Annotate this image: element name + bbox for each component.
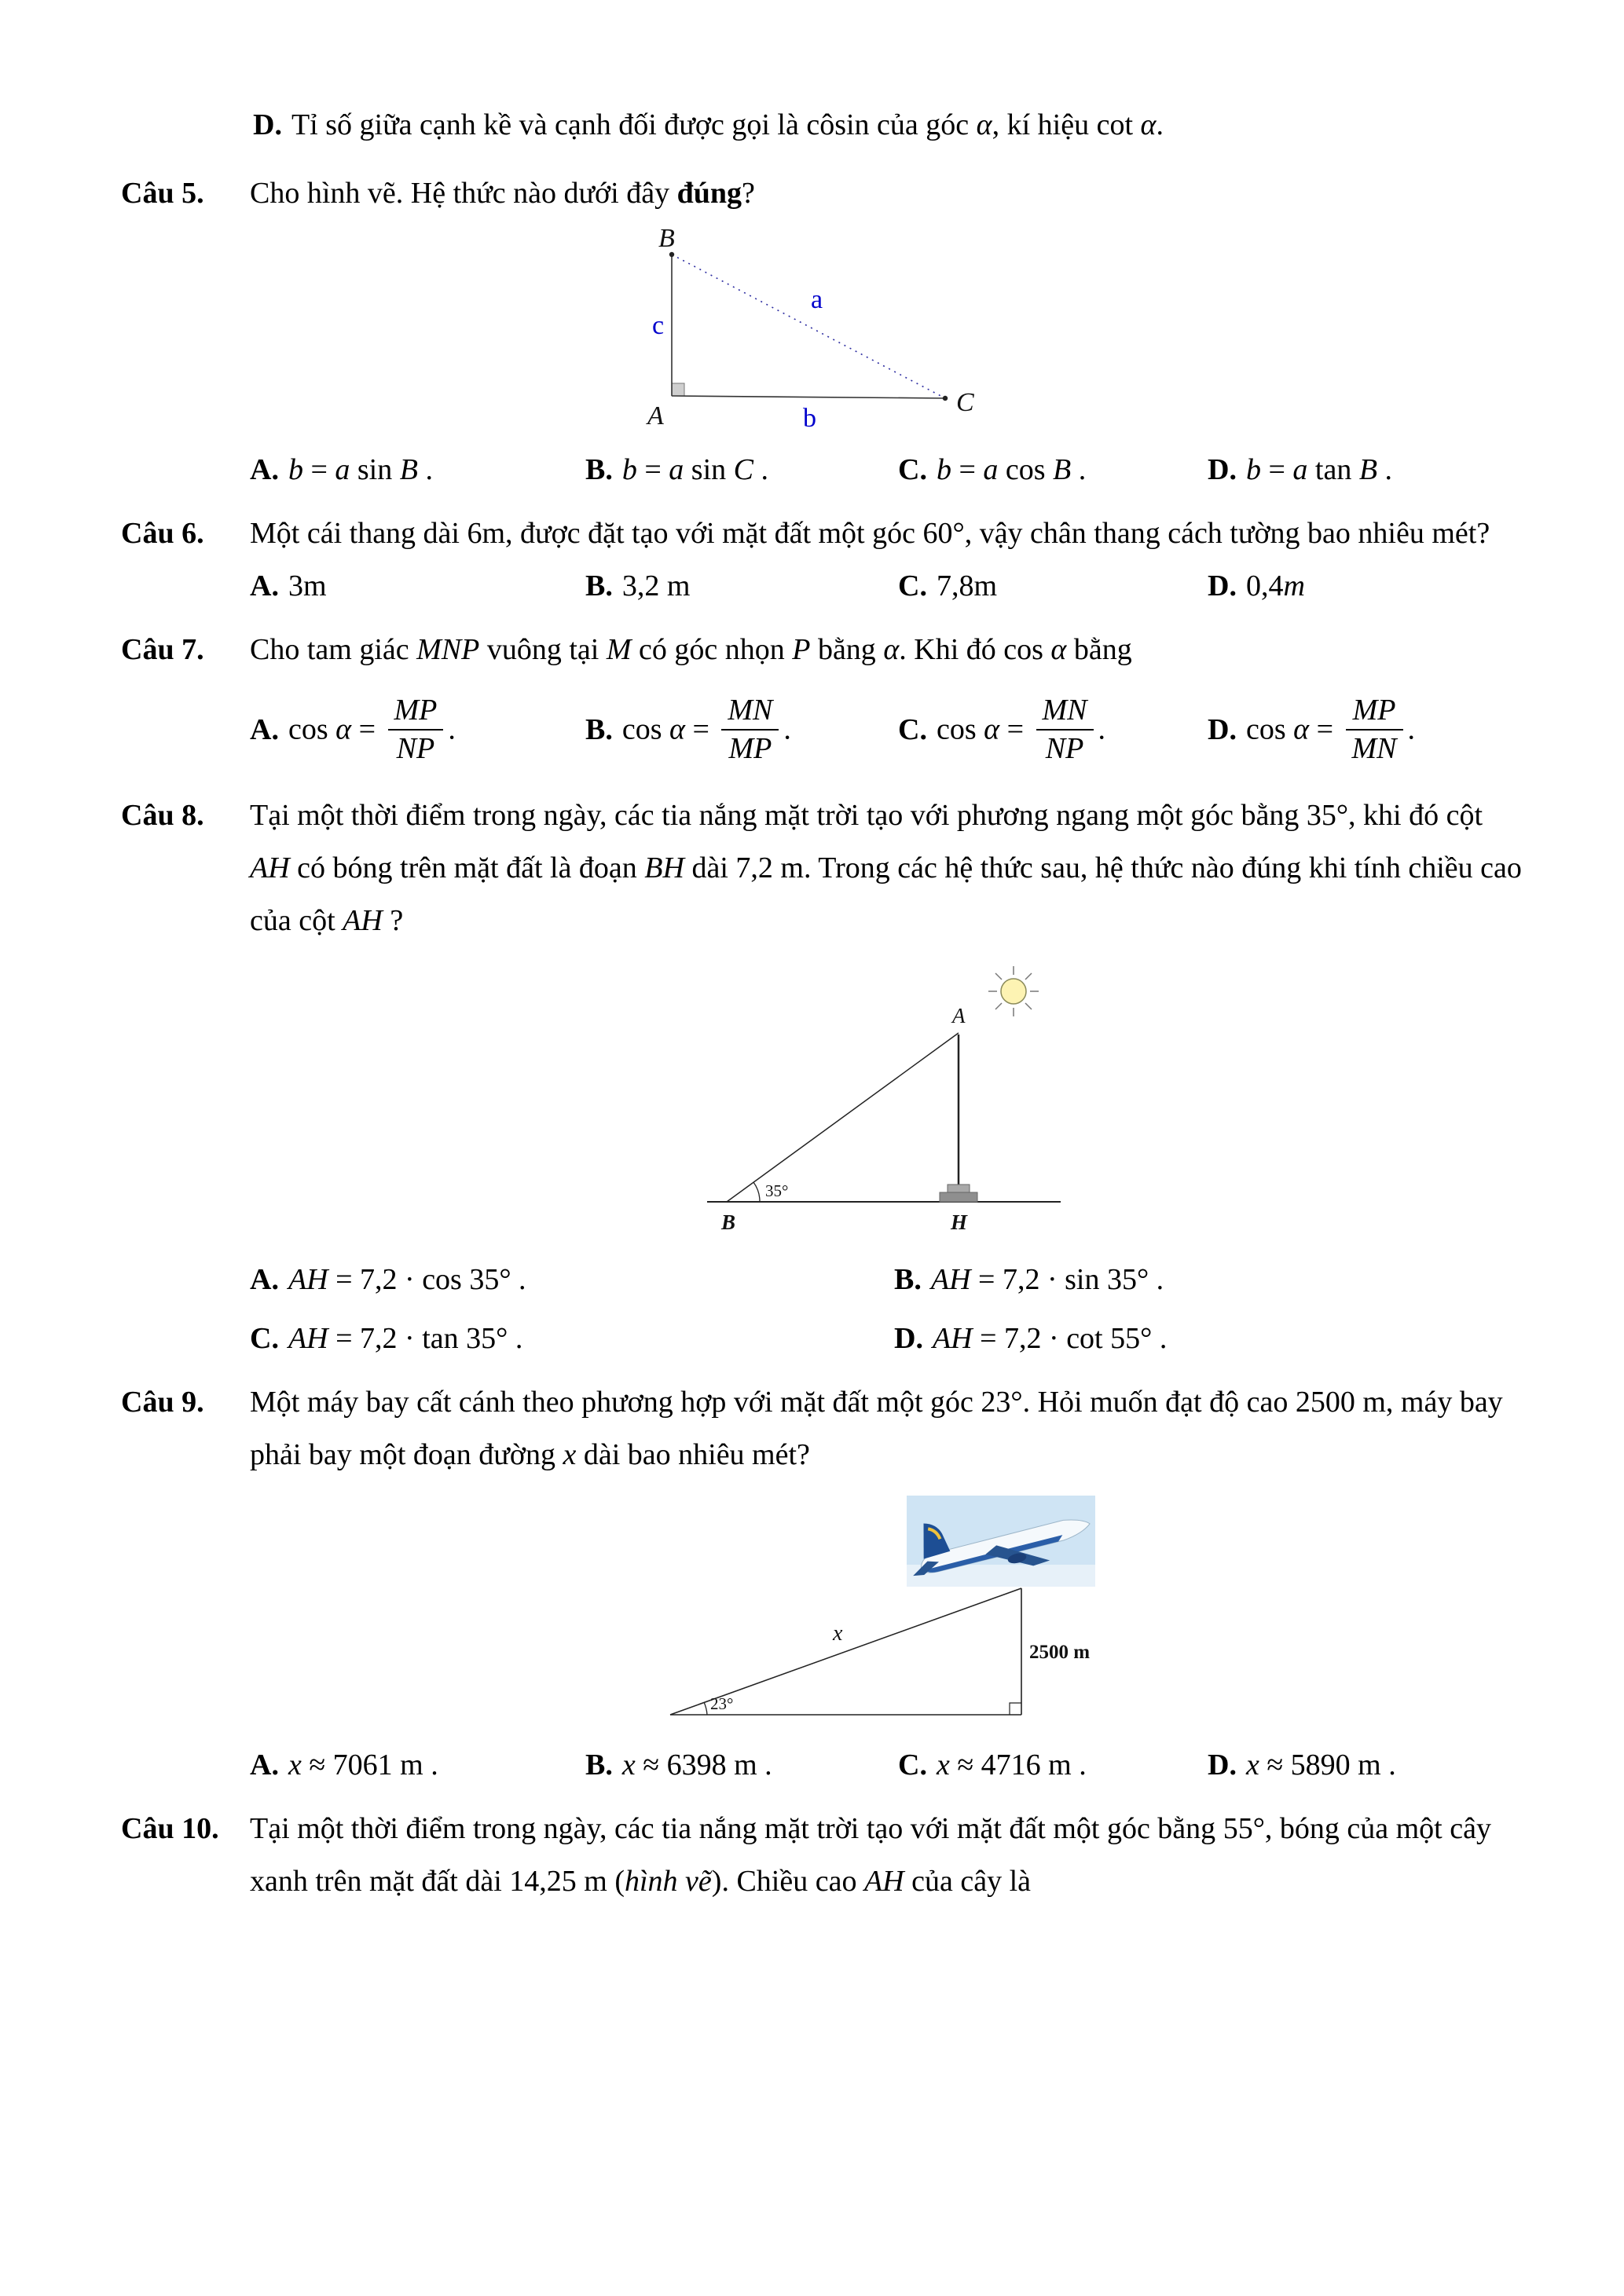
option-formula: b = a sin B . (288, 453, 433, 486)
option-letter: D. (253, 108, 282, 141)
fraction (721, 691, 779, 767)
q8-option-d (894, 1313, 1523, 1365)
vertex-a-label: A (647, 401, 664, 430)
airplane-takeoff-svg (658, 1489, 1224, 1733)
question-8-content (250, 789, 1523, 1365)
option-letter: D. (1208, 453, 1237, 486)
option-letter: D. (1208, 569, 1237, 602)
question-6-label: Câu 6. (121, 517, 204, 550)
option-letter: C. (898, 569, 927, 602)
sun-icon (988, 966, 1039, 1016)
option-letter: B. (585, 712, 613, 746)
option-letter: A. (250, 1263, 279, 1296)
option-letter: A. (250, 569, 279, 602)
option-letter: B. (585, 453, 613, 486)
option-text: 3,2 m (621, 569, 691, 602)
height-2500m-label: 2500 m (1029, 1642, 1091, 1663)
q5-right-triangle-diagram (613, 229, 1523, 438)
angle-arc (704, 1702, 707, 1715)
q7-option-a (250, 694, 585, 770)
option-formula: b = a cos B . (936, 453, 1087, 486)
question-5-content (250, 167, 1523, 496)
option-formula: b = a sin C . (621, 453, 769, 486)
q9-option-c (898, 1739, 1208, 1792)
fraction-numerator: MP (1346, 691, 1403, 731)
question-8-body: Tại một thời điểm trong ngày, các tia nắng mặt trời tạo với phương ngang một góc bằng 35°, khi đó cột AH có bóng trên mặt đất là đoạn BH dài 7,2 m. Trong các hệ thức sau, hệ thức nào đúng khi tính chiều cao của cột AH ? (250, 799, 1522, 937)
question-9 (0, 1376, 1624, 1792)
option-letter: C. (898, 1749, 927, 1782)
q5-option-d (1208, 444, 1523, 496)
option-formula: x ≈ 6398 m . (621, 1749, 772, 1782)
question-7-label: Câu 7. (121, 633, 204, 666)
pole-base-upper (948, 1185, 970, 1192)
q7-option-d (1208, 694, 1523, 770)
q6-option-c (898, 560, 1208, 613)
option-formula: AH = 7,2 · sin 35° . (930, 1263, 1164, 1296)
airplane-image (902, 1489, 1096, 1593)
question-10-content (250, 1803, 1523, 1908)
q9-option-a (250, 1739, 585, 1792)
q8-sun-pole-diagram (699, 958, 1523, 1241)
point-b-label: B (721, 1210, 736, 1234)
formula-prefix: cos α = (936, 712, 1032, 746)
question-5 (0, 167, 1624, 496)
vertex-c-dot (943, 396, 948, 401)
q8-option-b (894, 1254, 1523, 1306)
fraction (1036, 691, 1094, 767)
q9-airplane-diagram (658, 1489, 1523, 1733)
option-formula: x ≈ 7061 m . (288, 1749, 438, 1782)
q6-option-a (250, 560, 585, 613)
angle-23-label: 23° (710, 1694, 734, 1713)
question-10-body: Tại một thời điểm trong ngày, các tia nắng mặt trời tạo với mặt đất một góc bằng 55°, bóng của một cây xanh trên mặt đất dài 14,25 m (hình vẽ). Chiều cao AH của cây là (250, 1812, 1491, 1898)
fraction (388, 691, 444, 767)
option-formula: b = a tan B . (1245, 453, 1393, 486)
sun-shadow-svg (699, 958, 1076, 1241)
option-letter: D. (1208, 712, 1237, 746)
side-AC (672, 396, 945, 398)
q7-option-c (898, 694, 1208, 770)
option-formula: AH = 7,2 · cos 35° . (288, 1263, 526, 1296)
question-8 (0, 789, 1624, 1365)
option-text: 7,8m (936, 569, 998, 602)
q5-option-b (585, 444, 898, 496)
question-5-body: Cho hình vẽ. Hệ thức nào dưới đây đúng? (250, 177, 755, 210)
question-10 (0, 1803, 1624, 1908)
q8-options (250, 1254, 1523, 1365)
option-letter: B. (585, 1749, 613, 1782)
triangle-abc-svg (613, 229, 990, 438)
q7-option-b (585, 694, 898, 770)
angle-arc (753, 1182, 760, 1202)
option-letter: C. (898, 712, 927, 746)
formula-suffix: . (1407, 712, 1415, 746)
option-text: 0,4m (1245, 569, 1305, 602)
formula-suffix: . (783, 712, 791, 746)
fraction-denominator: MP (728, 732, 772, 765)
option-formula: x ≈ 5890 m . (1245, 1749, 1396, 1782)
fraction-numerator: MN (721, 691, 779, 731)
formula-suffix: . (1098, 712, 1105, 746)
fraction (1346, 691, 1403, 767)
option-formula: AH = 7,2 · cot 55° . (932, 1322, 1168, 1355)
q7-options (250, 686, 1523, 778)
option-formula: x ≈ 4716 m . (936, 1749, 1087, 1782)
question-9-content (250, 1376, 1523, 1792)
option-letter: C. (250, 1322, 279, 1355)
right-angle-marker (1010, 1703, 1021, 1715)
q9-options (250, 1739, 1523, 1792)
question-10-label: Câu 10. (121, 1812, 219, 1845)
fraction-numerator: MN (1036, 691, 1094, 731)
angle-35-label: 35° (765, 1181, 789, 1200)
point-h-label: H (951, 1210, 968, 1234)
distance-x-label: x (833, 1621, 843, 1646)
formula-prefix: cos α = (288, 712, 383, 746)
side-BC-dashed (672, 255, 945, 398)
fraction-denominator: MN (1351, 732, 1397, 765)
q9-option-b (585, 1739, 898, 1792)
option-letter: D. (894, 1322, 923, 1355)
sun-ray-hypotenuse (727, 1033, 959, 1202)
option-text: 3m (288, 569, 327, 602)
point-a-label: A (952, 1004, 966, 1027)
fraction-denominator: NP (396, 732, 435, 765)
option-letter: B. (585, 569, 613, 602)
q6-option-b (585, 560, 898, 613)
q8-option-a (250, 1254, 894, 1306)
option-d-statement (0, 99, 1624, 152)
option-formula: AH = 7,2 · tan 35° . (288, 1322, 523, 1355)
option-letter: D. (1208, 1749, 1237, 1782)
question-8-label: Câu 8. (121, 799, 204, 832)
option-letter: A. (250, 1749, 279, 1782)
question-7-content (250, 624, 1523, 778)
right-angle-marker (672, 383, 684, 396)
fraction-denominator: NP (1045, 732, 1084, 765)
option-letter: A. (250, 712, 279, 746)
side-c-label: c (652, 311, 665, 340)
formula-prefix: cos α = (1245, 712, 1341, 746)
vertex-c-label: C (956, 388, 974, 417)
fraction-numerator: MP (388, 691, 444, 731)
question-9-label: Câu 9. (121, 1386, 204, 1419)
q6-options (250, 560, 1523, 613)
option-letter: A. (250, 453, 279, 486)
question-6 (0, 507, 1624, 613)
question-7 (0, 624, 1624, 778)
question-7-body: Cho tam giác MNP vuông tại M có góc nhọn P bằng α. Khi đó cos α bằng (250, 633, 1132, 666)
q6-option-d (1208, 560, 1523, 613)
option-letter: C. (898, 453, 927, 486)
option-letter: B. (894, 1263, 922, 1296)
pole-base-lower (940, 1192, 977, 1202)
q5-options (250, 444, 1523, 496)
q9-option-d (1208, 1739, 1523, 1792)
question-9-body: Một máy bay cất cánh theo phương hợp với mặt đất một góc 23°. Hỏi muốn đạt độ cao 2500 m, máy bay phải bay một đoạn đường x dài bao nhiêu mét? (250, 1386, 1503, 1471)
q5-option-c (898, 444, 1208, 496)
formula-prefix: cos α = (621, 712, 717, 746)
q8-option-c (250, 1313, 894, 1365)
question-6-body: Một cái thang dài 6m, được đặt tạo với mặt đất một góc 60°, vậy chân thang cách tường bao nhiêu mét? (250, 517, 1490, 550)
side-a-label: a (811, 285, 823, 314)
q5-option-a (250, 444, 585, 496)
question-5-label: Câu 5. (121, 177, 204, 210)
side-b-label: b (803, 404, 816, 433)
vertex-b-label: B (658, 229, 675, 253)
formula-suffix: . (448, 712, 456, 746)
question-6-content (250, 507, 1523, 613)
option-text: Tỉ số giữa cạnh kề và cạnh đối được gọi là côsin của góc α, kí hiệu cot α. (291, 108, 1164, 141)
